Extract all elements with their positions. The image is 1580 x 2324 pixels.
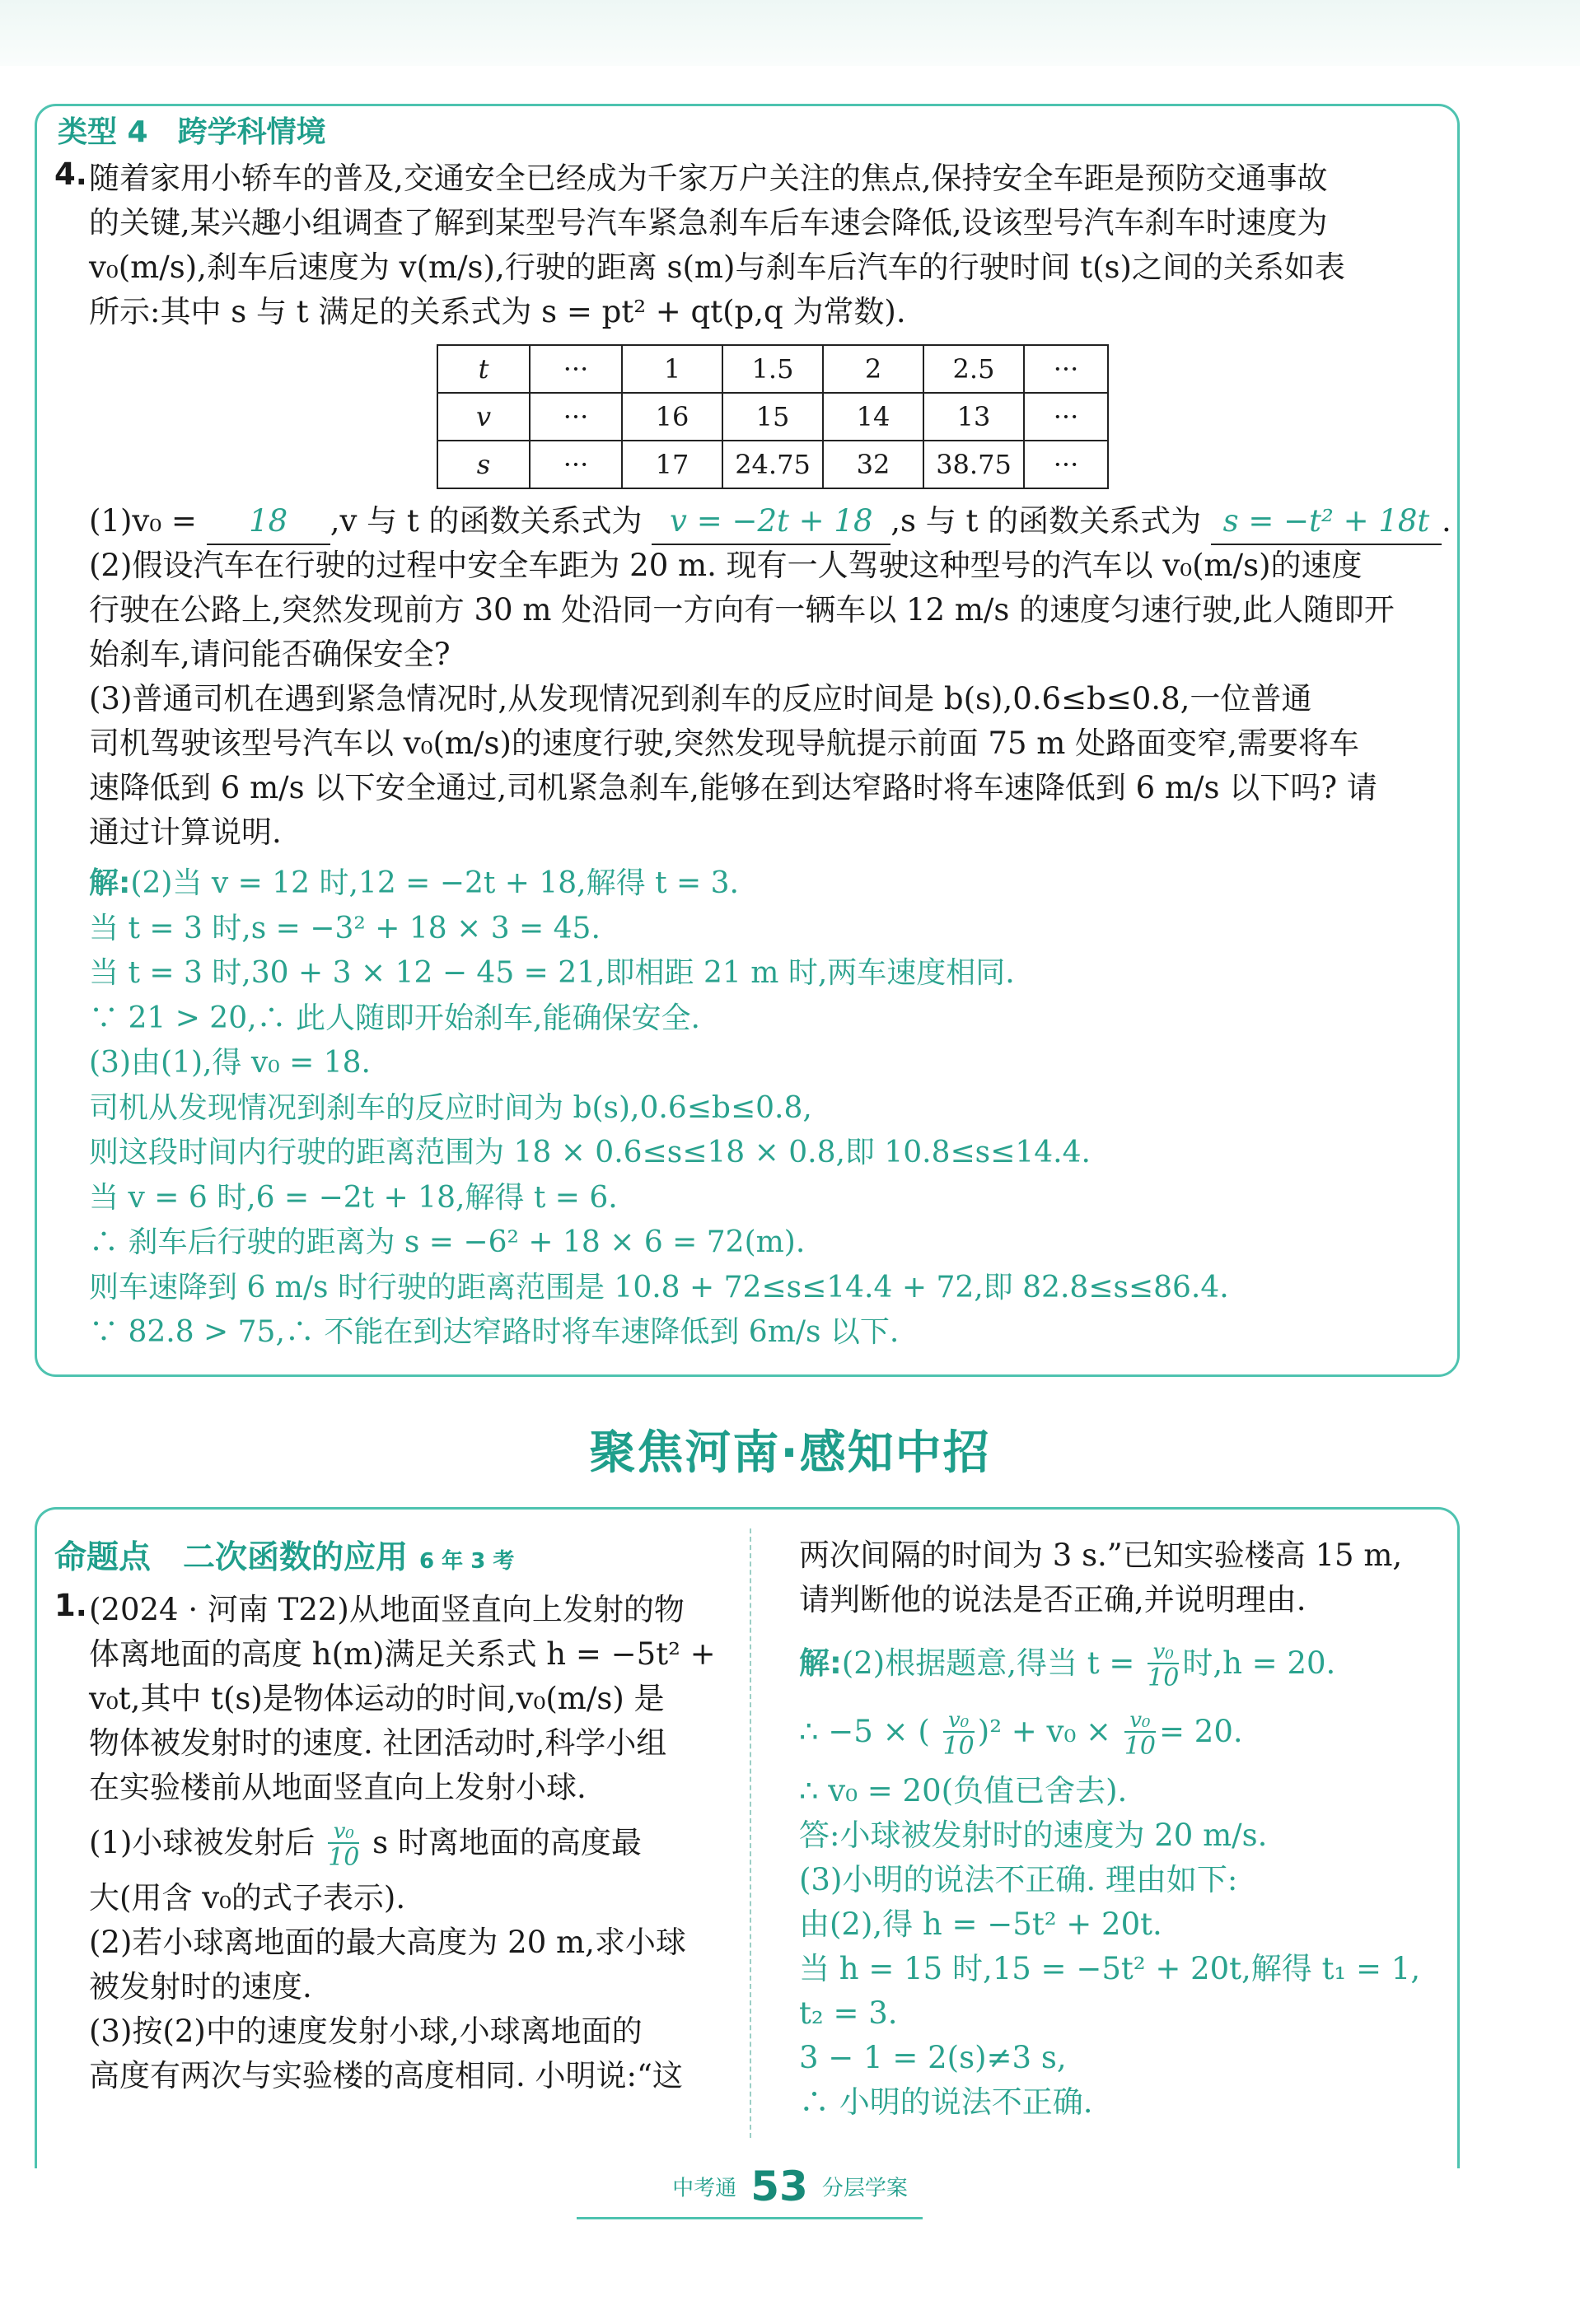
table-cell: ··· bbox=[530, 393, 622, 441]
solution-line bbox=[799, 1695, 1450, 1769]
part2 bbox=[89, 544, 1440, 677]
part3-line: (3)普通司机在遇到紧急情况时,从发现情况到刹车的反应时间是 b(s),0.6≤b≤0.8,一位普通 bbox=[89, 681, 1312, 716]
table-cell: ··· bbox=[1024, 441, 1108, 488]
solution-line: (3)由(1),得 v₀ = 18. bbox=[89, 1046, 371, 1080]
stem-line: 所示:其中 s 与 t 满足的关系式为 s = pt² + qt(p,q 为常数). bbox=[89, 294, 906, 329]
table-cell: 32 bbox=[823, 441, 923, 488]
left-column bbox=[89, 1588, 732, 2098]
table-cell: ··· bbox=[1024, 345, 1108, 393]
answer-fraction bbox=[328, 1818, 360, 1872]
page-footer bbox=[0, 2163, 1580, 2210]
table-cell: 1.5 bbox=[722, 345, 823, 393]
column-divider bbox=[750, 1528, 751, 2138]
solution-text: )² + v₀ × bbox=[977, 1714, 1112, 1749]
answer-blank: v = −2t + 18 bbox=[652, 499, 891, 545]
solution bbox=[89, 861, 1440, 1356]
part1-prefix: (1)v₀ = bbox=[89, 503, 197, 539]
stem-line: v₀t,其中 t(s)是物体运动的时间,v₀(m/s) 是 bbox=[89, 1681, 665, 1716]
solution-line: 当 t = 3 时,s = −3² + 18 × 3 = 45. bbox=[89, 911, 601, 945]
table-row bbox=[437, 345, 1108, 393]
solution-line: 3 − 1 = 2(s)≠3 s, bbox=[799, 2040, 1067, 2075]
part2-line: 被发射时的速度. bbox=[89, 1969, 312, 2004]
stem-line: 在实验楼前从地面竖直向上发射小球. bbox=[89, 1770, 587, 1805]
fraction bbox=[1124, 1707, 1157, 1761]
point-badge: 6 年 3 考 bbox=[419, 1549, 515, 1574]
part1 bbox=[89, 1810, 732, 1876]
solution-line: (3)小明的说法不正确. 理由如下: bbox=[799, 1862, 1238, 1897]
data-table bbox=[437, 344, 1109, 489]
table-row bbox=[437, 441, 1108, 488]
fraction-numerator: v₀ bbox=[328, 1821, 359, 1844]
table-cell: s bbox=[437, 441, 530, 488]
solution-line: 司机从发现情况到刹车的反应时间为 b(s),0.6≤b≤0.8, bbox=[89, 1090, 812, 1125]
part2-line: (2)若小球离地面的最大高度为 20 m,求小球 bbox=[89, 1925, 686, 1960]
section-title: 聚焦河南·感知中招 bbox=[589, 1426, 991, 1480]
point-title bbox=[54, 1532, 514, 1578]
fraction-denominator: 10 bbox=[1148, 1663, 1180, 1692]
fraction-numerator: v₀ bbox=[943, 1710, 975, 1733]
part3-line: 速降低到 6 m/s 以下安全通过,司机紧急刹车,能够在到达窄路时将车速降低到 6 m/s 以下吗? 请 bbox=[89, 770, 1377, 805]
part2-line: 行驶在公路上,突然发现前方 30 m 处沿同一方向有一辆车以 12 m/s 的速度匀速行驶,此人随即开 bbox=[89, 592, 1395, 628]
part1-end: . bbox=[1441, 503, 1451, 539]
solution-line: 当 h = 15 时,15 = −5t² + 20t,解得 t₁ = 1, bbox=[799, 1951, 1421, 1986]
table-cell: 2 bbox=[823, 345, 923, 393]
table-cell: t bbox=[437, 345, 530, 393]
table-cell: 1 bbox=[622, 345, 722, 393]
table-cell: 13 bbox=[923, 393, 1024, 441]
stem-line: 请判断他的说法是否正确,并说明理由. bbox=[799, 1582, 1307, 1617]
part3-line: 司机驾驶该型号汽车以 v₀(m/s)的速度行驶,突然发现导航提示前面 75 m 处路面变窄,需要将车 bbox=[89, 726, 1359, 761]
part2-line: 始刹车,请问能否确保安全? bbox=[89, 637, 451, 672]
solution-label: 解: bbox=[89, 866, 131, 900]
table-cell: 15 bbox=[722, 393, 823, 441]
fraction-denominator: 10 bbox=[328, 1842, 360, 1872]
fraction-numerator: v₀ bbox=[1148, 1641, 1179, 1664]
solution-line: 由(2),得 h = −5t² + 20t. bbox=[799, 1906, 1162, 1942]
solution-line: (2)当 v = 12 时,12 = −2t + 18,解得 t = 3. bbox=[130, 866, 739, 900]
table-cell: 38.75 bbox=[923, 441, 1024, 488]
answer-blank: 18 bbox=[207, 499, 330, 545]
solution-line: ∴ 刹车后行驶的距离为 s = −6² + 18 × 6 = 72(m). bbox=[89, 1225, 806, 1259]
stem-line: (2024 · 河南 T22)从地面竖直向上发射的物 bbox=[89, 1592, 685, 1627]
part1-suffix: s 时离地面的高度最 bbox=[372, 1825, 642, 1860]
solution-text: = 20. bbox=[1159, 1714, 1243, 1749]
solution-line: 则车速降到 6 m/s 时行驶的距离范围是 10.8 + 72≤s≤14.4 + 72,即 82.8≤s≤86.4. bbox=[89, 1270, 1229, 1304]
footer-left-text: 中考通 bbox=[672, 2176, 737, 2201]
solution-line: 则这段时间内行驶的距离范围为 18 × 0.6≤s≤18 × 0.8,即 10.8≤s≤14.4. bbox=[89, 1136, 1091, 1169]
fraction bbox=[1148, 1641, 1179, 1691]
footer-right-text: 分层学案 bbox=[821, 2176, 908, 2201]
page-number: 53 bbox=[750, 2163, 808, 2210]
part2-line: (2)假设汽车在行驶的过程中安全车距为 20 m. 现有一人驾驶这种型号的汽车以 v₀(m/s)的速度 bbox=[89, 548, 1363, 583]
solution-line: ∴ 小明的说法不正确. bbox=[799, 2084, 1093, 2120]
question-stem bbox=[89, 156, 1440, 334]
table-cell: ··· bbox=[530, 345, 622, 393]
stem-line: 两次间隔的时间为 3 s.”已知实验楼高 15 m, bbox=[799, 1538, 1403, 1573]
table-cell: 2.5 bbox=[923, 345, 1024, 393]
part1-prefix: (1)小球被发射后 bbox=[89, 1825, 316, 1860]
top-strip bbox=[0, 0, 1580, 66]
part3-line: 高度有两次与实验楼的高度相同. 小明说:“这 bbox=[89, 2058, 683, 2093]
solution-line bbox=[799, 1632, 1450, 1695]
solution-text: 时,h = 20. bbox=[1182, 1645, 1336, 1681]
table-cell: 16 bbox=[622, 393, 722, 441]
table-cell: 14 bbox=[823, 393, 923, 441]
question-number: 1. bbox=[54, 1588, 87, 1623]
solution-line: ∵ 82.8 > 75,∴ 不能在到达窄路时将车速降低到 6m/s 以下. bbox=[89, 1315, 900, 1349]
solution-line: 当 t = 3 时,30 + 3 × 12 − 45 = 21,即相距 21 m 时,两车速度相同. bbox=[89, 956, 1015, 990]
point-title-text: 命题点 二次函数的应用 bbox=[54, 1539, 409, 1576]
type-title: 类型 4 跨学科情境 bbox=[58, 115, 326, 149]
part3-line: 通过计算说明. bbox=[89, 814, 282, 850]
footer-rule bbox=[577, 2217, 923, 2219]
answer-blank: s = −t² + 18t bbox=[1211, 499, 1442, 545]
stem-line: 物体被发射时的速度. 社团活动时,科学小组 bbox=[89, 1725, 667, 1761]
table-cell: 24.75 bbox=[722, 441, 823, 488]
solution-line: 当 v = 6 时,6 = −2t + 18,解得 t = 6. bbox=[89, 1180, 618, 1215]
solution-line: 答:小球被发射时的速度为 20 m/s. bbox=[799, 1818, 1268, 1853]
part3-line: (3)按(2)中的速度发射小球,小球离地面的 bbox=[89, 2014, 643, 2049]
part1 bbox=[89, 499, 1451, 545]
solution-text: (2)根据题意,得当 t = bbox=[841, 1645, 1135, 1681]
table-cell: 17 bbox=[622, 441, 722, 488]
solution-line: ∴ v₀ = 20(负值已舍去). bbox=[799, 1773, 1128, 1808]
table-row bbox=[437, 393, 1108, 441]
part1-mid: ,v 与 t 的函数关系式为 bbox=[330, 503, 643, 539]
solution-label: 解: bbox=[799, 1645, 842, 1681]
part3 bbox=[89, 677, 1440, 855]
table-cell: v bbox=[437, 393, 530, 441]
part1-line2: 大(用含 v₀的式子表示). bbox=[89, 1880, 406, 1916]
solution-line: t₂ = 3. bbox=[799, 1995, 898, 2031]
stem-line: v₀(m/s),刹车后速度为 v(m/s),行驶的距离 s(m)与刹车后汽车的行驶时间 t(s)之间的关系如表 bbox=[89, 250, 1345, 285]
stem-line: 体离地面的高度 h(m)满足关系式 h = −5t² + bbox=[89, 1636, 716, 1672]
table-cell: ··· bbox=[1024, 393, 1108, 441]
solution-line: ∵ 21 > 20,∴ 此人随即开始刹车,能确保安全. bbox=[89, 1001, 700, 1035]
fraction-denominator: 10 bbox=[1124, 1731, 1157, 1761]
stem-line: 随着家用小轿车的普及,交通安全已经成为千家万户关注的焦点,保持安全车距是预防交通事故 bbox=[89, 161, 1328, 196]
part1-mid: ,s 与 t 的函数关系式为 bbox=[891, 503, 1202, 539]
table-cell: ··· bbox=[530, 441, 622, 488]
right-column bbox=[799, 1533, 1450, 2125]
fraction-denominator: 10 bbox=[942, 1731, 975, 1761]
fraction bbox=[942, 1707, 975, 1761]
question-number: 4. bbox=[54, 156, 87, 192]
stem-line: 的关键,某兴趣小组调查了解到某型号汽车紧急刹车后车速会降低,设该型号汽车刹车时速度为 bbox=[89, 205, 1328, 240]
fraction-numerator: v₀ bbox=[1124, 1710, 1156, 1733]
solution-text: ∴ −5 × ( bbox=[799, 1714, 930, 1749]
